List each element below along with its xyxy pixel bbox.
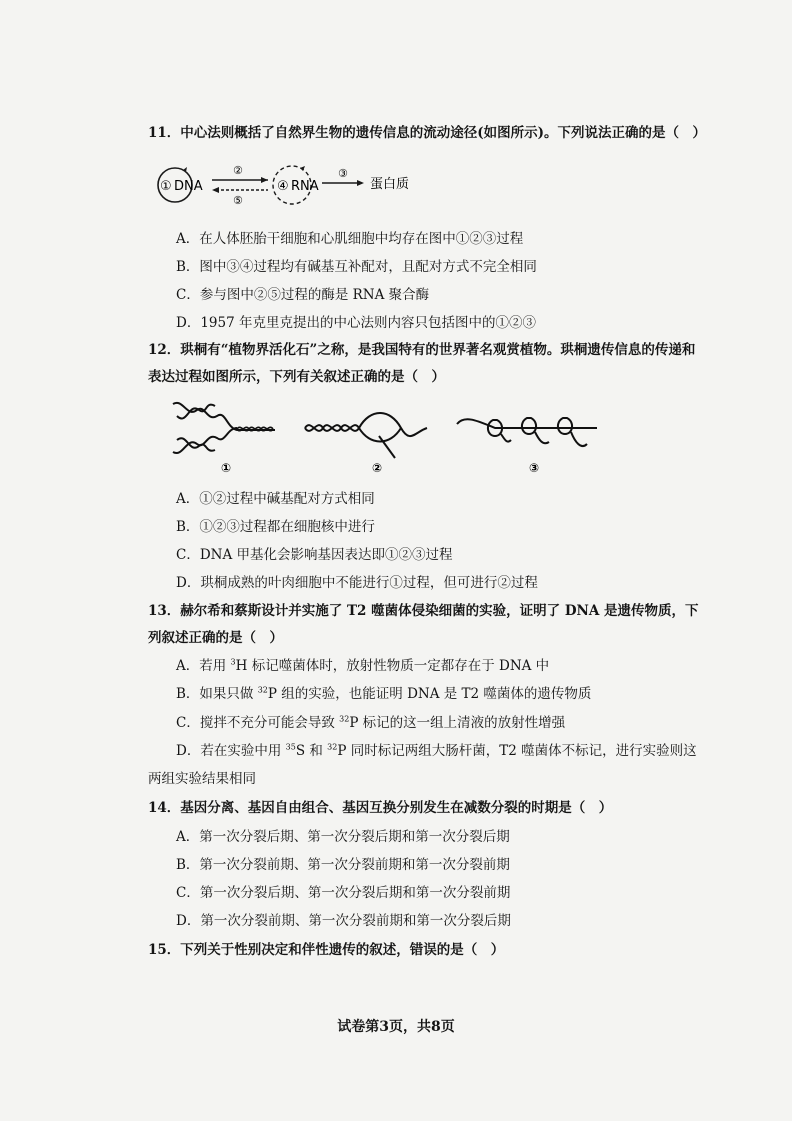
q15-stem: 15．下列关于性别决定和伴性遗传的叙述，错误的是（ ） <box>148 942 505 958</box>
gene-expression-figure <box>165 396 615 476</box>
q11-option-c: C．参与图中②⑤过程的酶是 RNA 聚合酶 <box>176 287 430 303</box>
q11-option-a: A．在人体胚胎干细胞和心肌细胞中均存在图中①②③过程 <box>176 231 524 247</box>
q13-stem-line1: 13．赫尔希和蔡斯设计并实施了 T2 噬菌体侵染细菌的实验，证明了 DNA 是遗传物质，下 <box>148 603 699 619</box>
translation-figure <box>457 418 597 446</box>
q13-option-a: A．若用 $^3$H 标记噬菌体时，放射性物质一定都存在于 DNA 中 <box>176 657 550 674</box>
q14-option-c: C．第一次分裂后期、第一次分裂后期和第一次分裂前期 <box>176 885 511 901</box>
q14-option-b: B．第一次分裂前期、第一次分裂前期和第一次分裂前期 <box>176 857 510 873</box>
q13-option-d-continued: 两组实验结果相同 <box>148 771 256 787</box>
q11-stem: 11．中心法则概括了自然界生物的遗传信息的流动途径(如图所示)。下列说法正确的是（ ） <box>148 125 707 141</box>
label-4: ④ <box>277 179 289 194</box>
page-footer: 试卷第3页，共8页 <box>337 1019 455 1035</box>
label-2: ② <box>233 164 243 177</box>
q12-option-d: D．珙桐成熟的叶肉细胞中不能进行①过程，但可进行②过程 <box>176 575 538 591</box>
figure-label-3: ③ <box>529 461 540 475</box>
protein-label: 蛋白质 <box>370 177 410 192</box>
q13-stem-line2: 列叙述正确的是（ ） <box>148 630 283 646</box>
dna-label: DNA <box>174 179 203 194</box>
q12-stem-line2: 表达过程如图所示，下列有关叙述正确的是（ ） <box>148 369 445 385</box>
rna-label: RNA <box>291 179 319 194</box>
transcription-figure <box>305 413 427 458</box>
q13-option-d: D．若在实验中用 $^{35}$S 和 $^{32}$P 同时标记两组大肠杆菌，T2 噬菌体不标记，进行实验则这 <box>176 742 697 759</box>
q12-stem-line1: 12．珙桐有“植物界活化石”之称，是我国特有的世界著名观赏植物。珙桐遗传信息的传递和 <box>148 342 696 358</box>
q11-option-b: B．图中③④过程均有碱基互补配对，且配对方式不完全相同 <box>176 259 537 275</box>
q12-option-b: B．①②③过程都在细胞核中进行 <box>176 519 375 535</box>
label-5: ⑤ <box>233 194 243 207</box>
central-dogma-diagram <box>150 158 450 216</box>
q13-option-c: C．搅拌不充分可能会导致 $^{32}$P 标记的这一组上清液的放射性增强 <box>176 714 566 731</box>
q14-stem: 14．基因分离、基因自由组合、基因互换分别发生在减数分裂的时期是（ ） <box>148 800 613 816</box>
figure-label-1: ① <box>221 461 232 475</box>
q14-option-a: A．第一次分裂后期、第一次分裂后期和第一次分裂后期 <box>176 829 510 845</box>
replication-figure <box>173 403 275 453</box>
q14-option-d: D．第一次分裂前期、第一次分裂前期和第一次分裂后期 <box>176 913 511 929</box>
figure-label-2: ② <box>372 461 383 475</box>
label-3: ③ <box>338 167 348 180</box>
q12-option-a: A．①②过程中碱基配对方式相同 <box>176 491 375 507</box>
q12-option-c: C．DNA 甲基化会影响基因表达即①②③过程 <box>176 547 453 563</box>
q13-option-b: B．如果只做 $^{32}$P 组的实验，也能证明 DNA 是 T2 噬菌体的遗传物质 <box>176 685 592 702</box>
label-1: ① <box>160 179 172 194</box>
q11-option-d: D．1957 年克里克提出的中心法则内容只包括图中的①②③ <box>176 315 536 331</box>
